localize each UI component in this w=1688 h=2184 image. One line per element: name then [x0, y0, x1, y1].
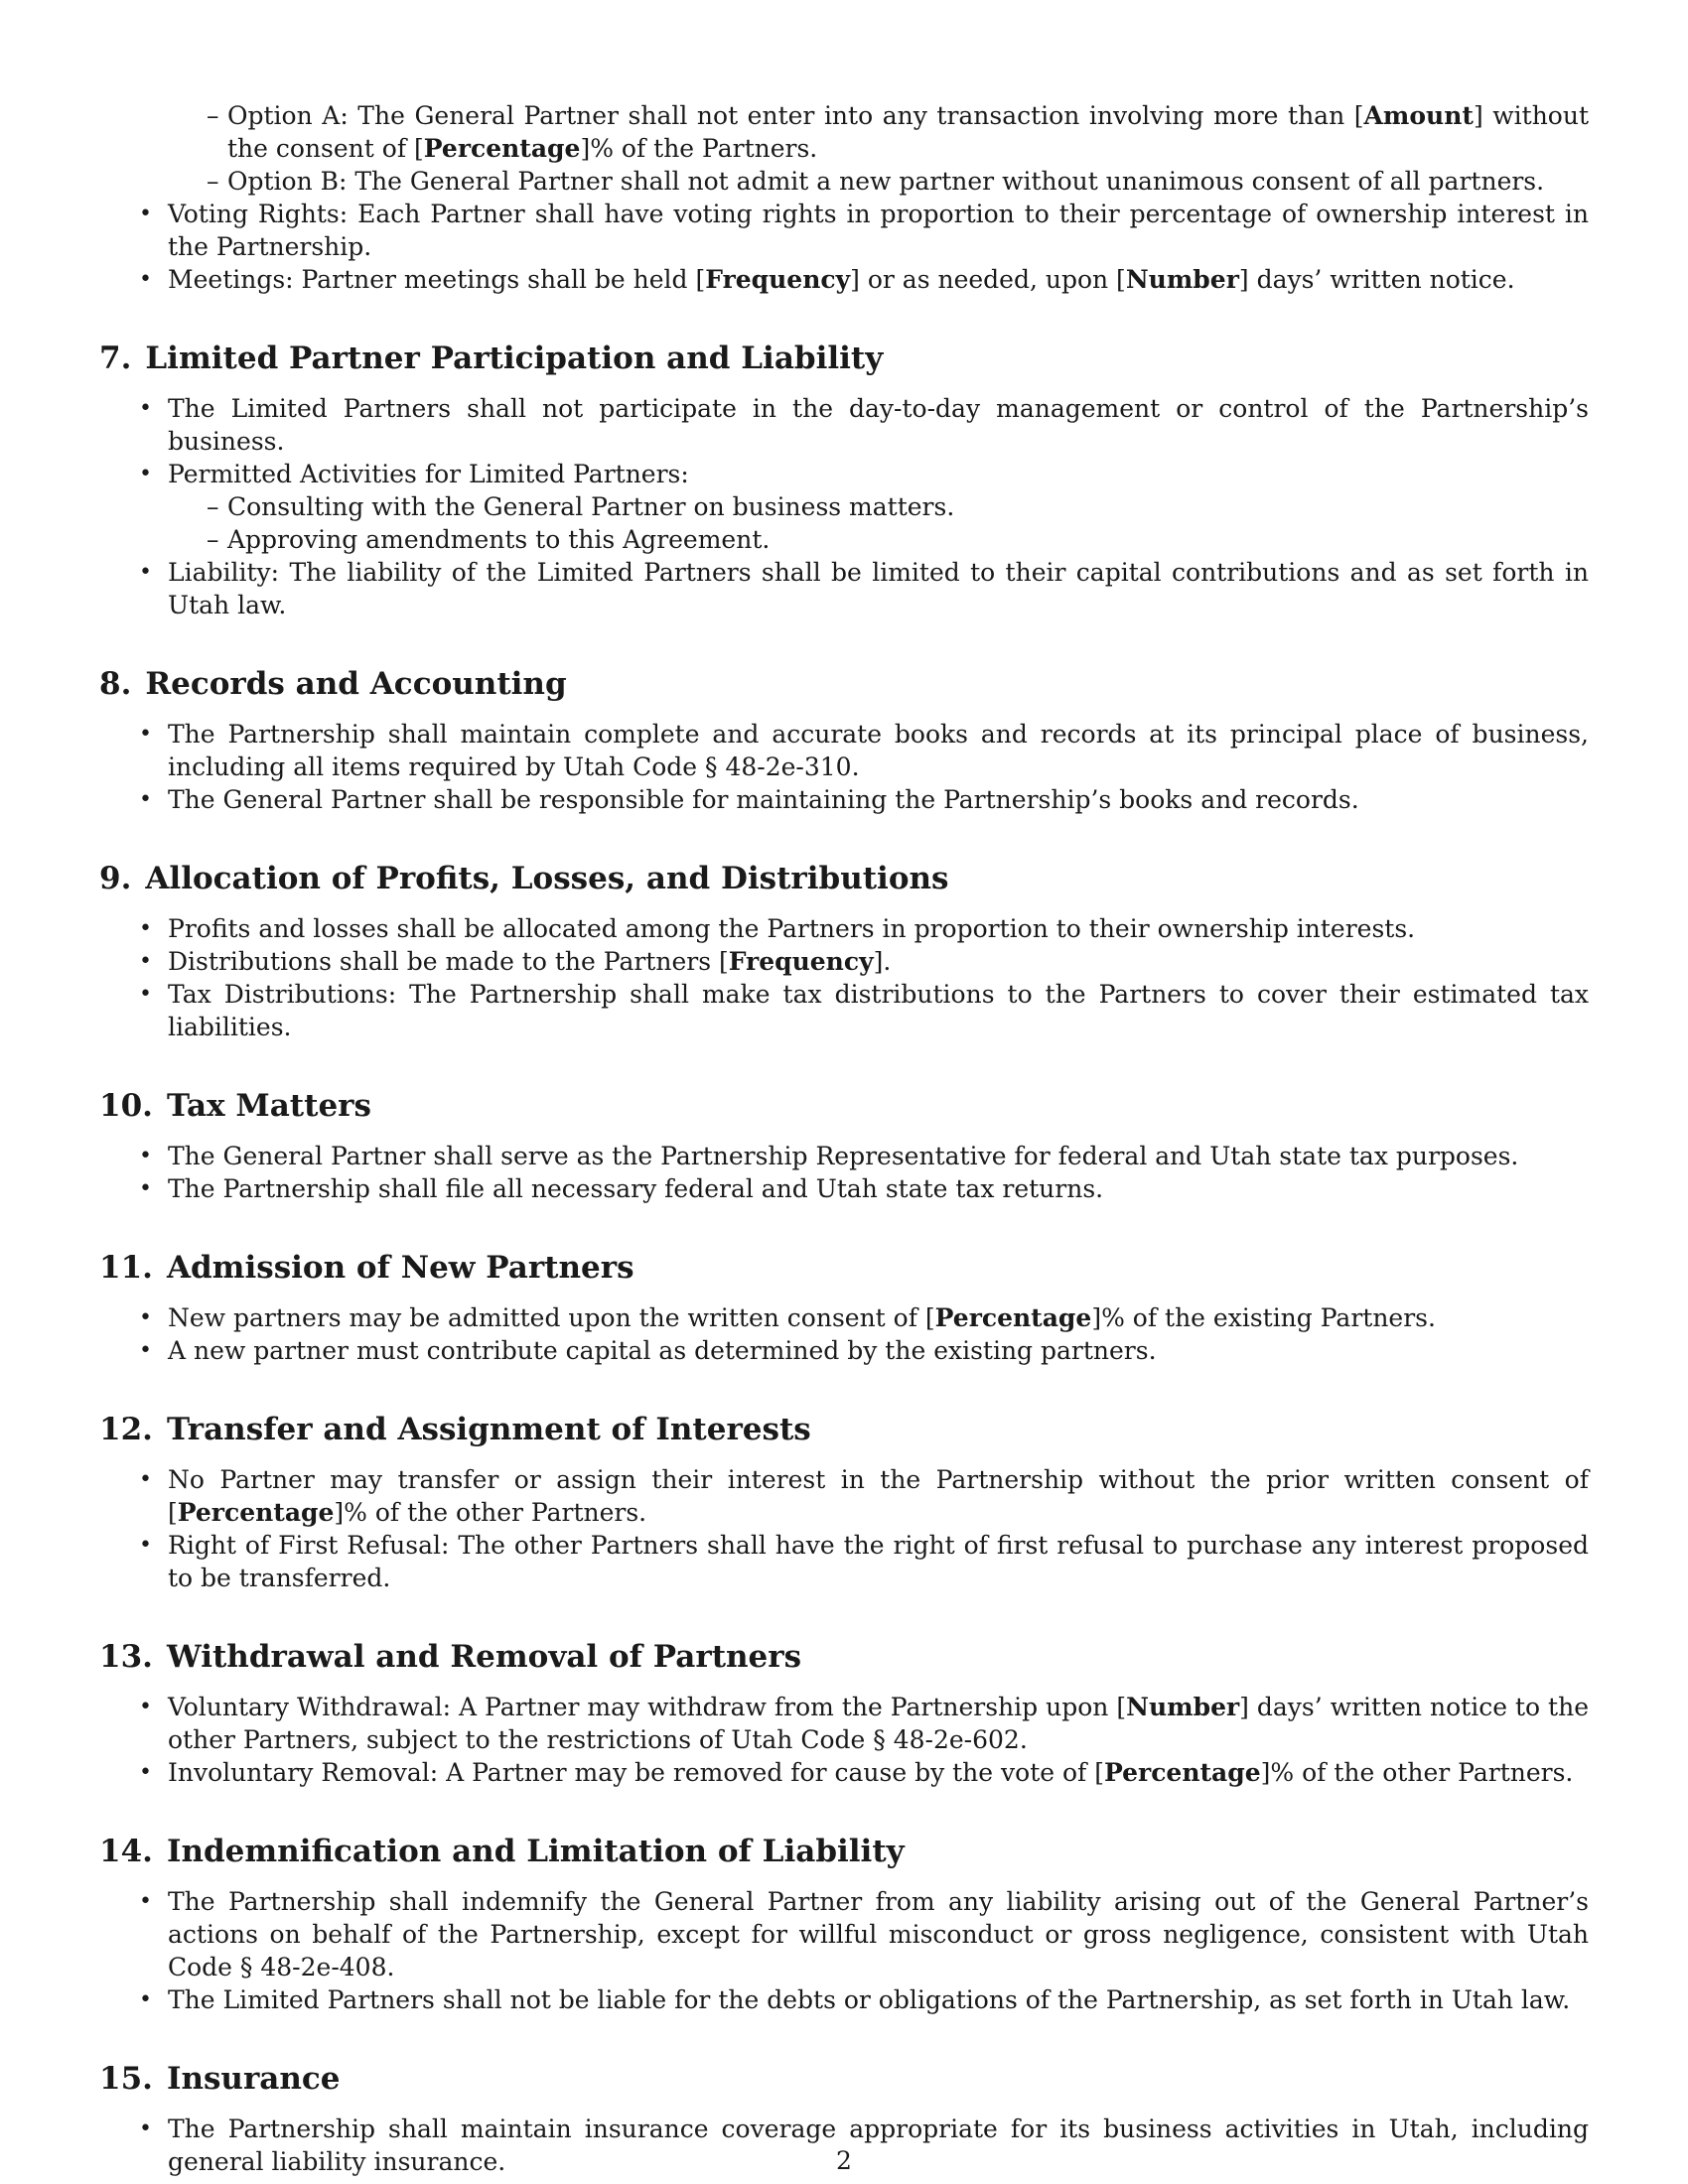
list-item: • Profits and losses shall be allocated among the Partners in proportion to their ownership interests.: [99, 912, 1589, 945]
section-number: 7.: [99, 341, 132, 376]
section-heading: [99, 1832, 1589, 1871]
placeholder-field: Percentage: [934, 1303, 1092, 1332]
section-title: Indemnification and Limitation of Liability: [166, 1834, 905, 1869]
bullet-list: [99, 718, 1589, 816]
placeholder-field: Amount: [1363, 101, 1474, 130]
section-heading: [99, 859, 1589, 898]
section-title: Allocation of Profits, Losses, and Distributions: [145, 861, 949, 896]
bullet-list: [99, 1301, 1589, 1367]
placeholder-field: Frequency: [705, 265, 851, 294]
bullet-list: [99, 1140, 1589, 1205]
placeholder-field: Frequency: [728, 947, 874, 976]
bullet-list: [99, 1885, 1589, 2016]
placeholder-field: Percentage: [423, 134, 581, 163]
section-heading: [99, 2059, 1589, 2099]
section: [99, 1410, 1589, 1594]
section-title: Admission of New Partners: [166, 1250, 634, 1286]
section-heading: [99, 1248, 1589, 1288]
section-heading: [99, 664, 1589, 704]
list-item: • Voluntary Withdrawal: A Partner may withdraw from the Partnership upon [Number] days’ written notice to the other Partners, subject to the restrictions of Utah Code § 48-2e-602.: [99, 1691, 1589, 1756]
sections-container: [99, 339, 1589, 2178]
list-item: • Distributions shall be made to the Partners [Frequency].: [99, 945, 1589, 978]
sub-list-item: – Approving amendments to this Agreement.: [168, 523, 1589, 556]
document-page: [99, 99, 1589, 2178]
section: [99, 1637, 1589, 1789]
list-item: • Tax Distributions: The Partnership shall make tax distributions to the Partners to cover their estimated tax liabilities.: [99, 978, 1589, 1043]
section-number: 8.: [99, 666, 132, 702]
section-heading: [99, 1086, 1589, 1126]
section: [99, 339, 1589, 621]
section: [99, 664, 1589, 816]
list-item: • Liability: The liability of the Limited Partners shall be limited to their capital contributions and as set forth in Utah law.: [99, 556, 1589, 621]
placeholder-field: Percentage: [177, 1498, 335, 1527]
section: [99, 1832, 1589, 2016]
section: [99, 1086, 1589, 1205]
placeholder-field: Number: [1125, 265, 1239, 294]
section-number: 15.: [99, 2061, 153, 2097]
list-item: • New partners may be admitted upon the written consent of [Percentage]% of the existing Partners.: [99, 1301, 1589, 1334]
list-item: • The Partnership shall file all necessary federal and Utah state tax returns.: [99, 1172, 1589, 1205]
section-title: Records and Accounting: [145, 666, 567, 702]
section-heading: [99, 1410, 1589, 1449]
list-item: • The General Partner shall be responsible for maintaining the Partnership’s books and records.: [99, 783, 1589, 816]
list-item: • The Partnership shall maintain insurance coverage appropriate for its business activities in Utah, including general liability insurance.: [99, 2113, 1589, 2178]
section-title: Insurance: [166, 2061, 341, 2097]
section-title: Withdrawal and Removal of Partners: [166, 1639, 802, 1675]
section-heading: [99, 339, 1589, 378]
section-title: Transfer and Assignment of Interests: [166, 1412, 811, 1447]
placeholder-field: Number: [1126, 1693, 1240, 1721]
list-item: • Right of First Refusal: The other Partners shall have the right of first refusal to purchase any interest proposed to be transferred.: [99, 1529, 1589, 1594]
list-item: • The Limited Partners shall not be liable for the debts or obligations of the Partnership, as set forth in Utah law.: [99, 1983, 1589, 2016]
list-item: • The Partnership shall maintain complete and accurate books and records at its principal place of business, including all items required by Utah Code § 48-2e-310.: [99, 718, 1589, 783]
section-title: Tax Matters: [166, 1088, 371, 1124]
list-item: • Permitted Activities for Limited Partners:: [99, 458, 1589, 490]
bullet-list: [99, 1691, 1589, 1789]
list-item: • The Limited Partners shall not participate in the day-to-day management or control of the Partnership’s business.: [99, 392, 1589, 458]
list-item: • A new partner must contribute capital as determined by the existing partners.: [99, 1334, 1589, 1367]
list-item: • The Partnership shall indemnify the General Partner from any liability arising out of the General Partner’s actions on behalf of the Partnership, except for willful misconduct or gross negligence, consistent with Utah Code § 48-2e-408.: [99, 1885, 1589, 1983]
section-number: 11.: [99, 1250, 153, 1286]
option-item: – Option B: The General Partner shall not admit a new partner without unanimous consent of all partners.: [168, 165, 1589, 198]
list-item: • Voting Rights: Each Partner shall have voting rights in proportion to their percentage of ownership interest in the Partnership.: [99, 198, 1589, 263]
page-number: 2: [836, 2146, 852, 2175]
sub-list-item: – Consulting with the General Partner on business matters.: [168, 490, 1589, 523]
list-item: • The General Partner shall serve as the Partnership Representative for federal and Utah state tax purposes.: [99, 1140, 1589, 1172]
bullet-list: [99, 912, 1589, 1043]
section-number: 14.: [99, 1834, 153, 1869]
list-item: • No Partner may transfer or assign their interest in the Partnership without the prior written consent of [Percentage]% of the other Partners.: [99, 1463, 1589, 1529]
section: [99, 1248, 1589, 1367]
placeholder-field: Percentage: [1104, 1758, 1261, 1787]
bullet-list: [99, 392, 1589, 621]
section-number: 13.: [99, 1639, 153, 1675]
section: [99, 859, 1589, 1043]
options-list: [168, 99, 1589, 198]
section-number: 12.: [99, 1412, 153, 1447]
list-item: • Involuntary Removal: A Partner may be removed for cause by the vote of [Percentage]% of the other Partners.: [99, 1756, 1589, 1789]
section-title: Limited Partner Participation and Liability: [145, 341, 884, 376]
section-heading: [99, 1637, 1589, 1677]
sub-list: [168, 490, 1589, 556]
bullet-list: [99, 1463, 1589, 1594]
section-number: 9.: [99, 861, 132, 896]
list-item: • Meetings: Partner meetings shall be held [Frequency] or as needed, upon [Number] days’ written notice.: [99, 263, 1589, 296]
option-item: – Option A: The General Partner shall not enter into any transaction involving more than [Amount] without the consent of [Percentage]% of the Partners.: [168, 99, 1589, 165]
continued-section: [99, 99, 1589, 296]
continued-bullet-list: [99, 198, 1589, 296]
section-number: 10.: [99, 1088, 153, 1124]
